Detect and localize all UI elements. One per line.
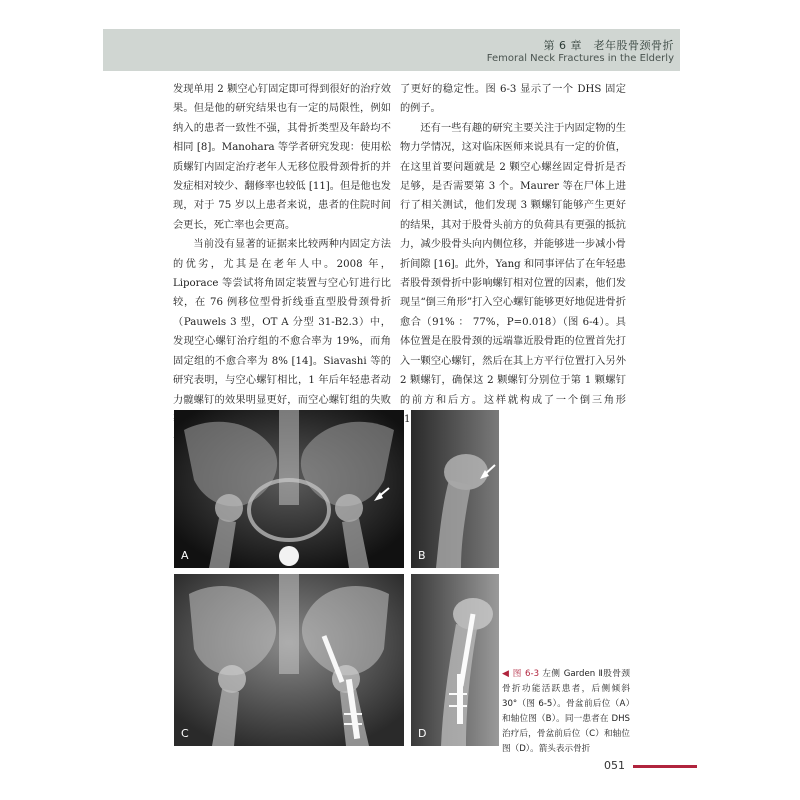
page-number: 051 xyxy=(604,759,625,772)
xray-panel-c xyxy=(174,574,404,746)
panel-label: A xyxy=(181,549,189,562)
chapter-title: 第 6 章 老年股骨颈骨折 xyxy=(543,39,674,52)
pelvis-ap-dhs-xray xyxy=(174,574,404,746)
left-text-column xyxy=(173,80,391,449)
xray-panel-d xyxy=(411,574,499,746)
figure-caption xyxy=(502,667,630,757)
dhs-side-plate xyxy=(457,674,463,724)
panel-label: D xyxy=(418,727,427,740)
paragraph: 发现单用 2 颗空心钉固定即可得到很好的治疗效果。但是他的研究结果也有一定的局限性，例如纳入的患者一致性不强，其骨折类型及年龄均不相同 [8]。Manohara 等学者研究发现：使用松质螺钉内固定治疗老年人无移位股骨颈骨折的并发症相对较少、翻修率也较低 [11]。但是他也发现，对于 75 岁以上患者来说，患者的住院时间会更长，死亡率也会更高。 xyxy=(173,84,391,231)
pelvis-ap-xray xyxy=(174,410,404,568)
xray-panel-a xyxy=(174,410,404,568)
paragraph: 还有一些有趣的研究主要关注于内固定物的生物力学情况，这对临床医师来说具有一定的价值，在这里首要问题就是 2 颗空心螺丝固定骨折是否足够，是否需要第 3 个。Maurer 等在尸体上进行了相关测试，他们发现 3 颗螺钉能够产生更好的结果，其对于股骨头前方的负荷具有更强的抵抗力，减少股骨头向内侧位移，并能够进一步减小骨折间隙 [16]。此外，Yang 和同事评估了在年轻患者股骨颈骨折中影响螺钉相对位置的因素，他们发现呈“倒三角形”打入空心螺钉能够更好地促进骨折愈合（91% ： 77%，P=0.018）（图 6-4）。具体位置是在股骨颈的远端靠近股骨距的位置首先打入一颗空心螺钉，然后在其上方平行位置打入另外 2 颗螺钉，确保这 2 颗螺钉分别位于第 1 颗螺钉的前方和后方。这样就构成了一个倒三角形 xyxy=(400,122,626,406)
panel-label: B xyxy=(418,549,426,562)
hip-axial-xray xyxy=(411,410,499,568)
caption-triangle-icon: ◀ xyxy=(502,669,510,679)
chapter-subtitle: Femoral Neck Fractures in the Elderly xyxy=(486,53,674,64)
right-text-column xyxy=(400,80,626,429)
caption-text: 左侧 Garden Ⅱ股骨颈骨折功能活跃患者，后侧倾斜 30°（图 6-5）。骨盆前后位（A）和轴位图（B）。同一患者在 DHS 治疗后，骨盆前后位（C）和轴位图（D）。箭头表示骨折 xyxy=(502,669,631,754)
xray-panel-b xyxy=(411,410,499,568)
panel-label: C xyxy=(181,727,189,740)
paragraph: 了更好的稳定性。图 6-3 显示了一个 DHS 固定的例子。 xyxy=(400,84,626,115)
paragraph: 当前没有显著的证据来比较两种内固定方法的优劣，尤其是在老年人中。2008 年，Liporace 等尝试将角固定装置与空心钉进行比较，在 76 例移位型骨折线垂直型股骨颈骨折（Pauwels 3 型，OT A 分型 31-B2.3）中，发现空心螺钉治疗组的不愈合率为 19%，而角固定组的不愈合率为 8% [14]。Siavashi 等的研究表明，与空心螺钉相比，1 年后年轻患者动力髋螺钉的效果明显更好，而空心螺钉组的失败 xyxy=(173,239,391,406)
chapter-header xyxy=(103,29,680,71)
hip-axial-dhs-xray xyxy=(411,574,499,746)
caption-number: 图 6-3 xyxy=(512,669,540,679)
page-number-bar xyxy=(633,765,697,768)
